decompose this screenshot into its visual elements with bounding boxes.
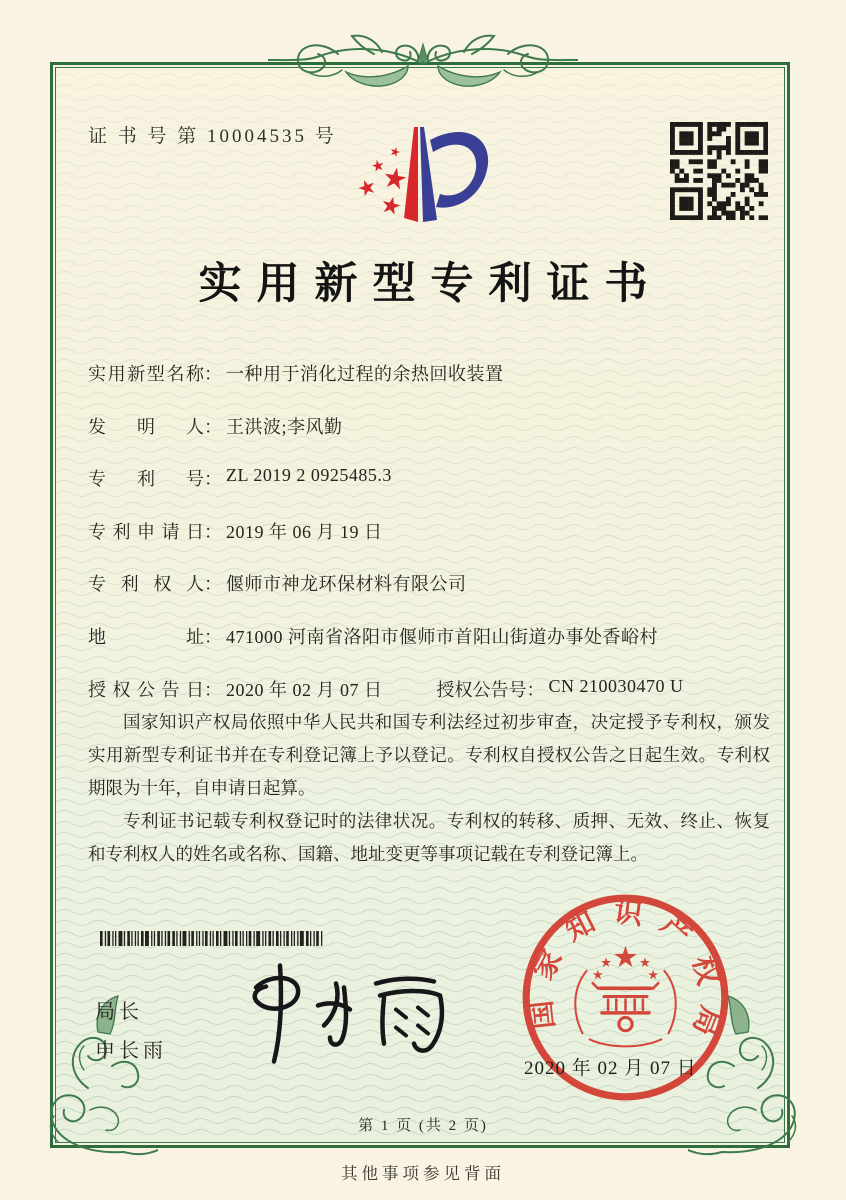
field-value-filing-date: 2019 年 06 月 19 日	[226, 521, 383, 542]
certificate-number: 证 书 号 第 10004535 号	[88, 126, 337, 147]
certificate-title: 实用新型专利证书	[198, 261, 663, 308]
field-colon: ：	[204, 469, 222, 490]
director-name: 申长雨	[95, 1040, 167, 1062]
qr-code	[670, 122, 768, 220]
field-value-grant-date: 2020 年 02 月 07 日	[226, 679, 383, 700]
field-colon: ：	[526, 679, 545, 700]
field-label: 实用新型名称	[88, 364, 204, 384]
field-value-grant-number: CN 210030470 U	[548, 675, 684, 696]
decree-paragraph-2: 专利证书记载专利权登记时的法律状况。专利权的转移、质押、无效、终止、恢复和专利权人的姓名或名称、国籍、地址变更等事项记载在专利登记簿上。	[88, 811, 770, 864]
field-label: 专 利 号	[88, 469, 204, 490]
field-colon: ：	[204, 626, 222, 647]
field-value-address: 471000 河南省洛阳市偃师市首阳山街道办事处香峪村	[226, 626, 658, 647]
field-row-address	[88, 623, 778, 676]
field-value-utility-model-name: 一种用于消化过程的余热回收装置	[226, 364, 504, 384]
top-scroll-ornament	[268, 18, 578, 96]
field-row-filing-date	[88, 518, 778, 571]
page-number: 第 1 页 (共 2 页)	[358, 1118, 488, 1134]
cnipa-logo	[348, 112, 498, 237]
field-row-patent-number	[88, 465, 778, 518]
barcode	[100, 931, 336, 946]
seal-date: 2020 年 02 月 07 日	[524, 1058, 697, 1079]
director-title: 局长	[95, 1001, 143, 1023]
field-value-inventor: 王洪波;李风勤	[226, 416, 343, 437]
field-value-patentee: 偃师市神龙环保材料有限公司	[226, 574, 467, 595]
director-signature	[218, 952, 468, 1070]
field-colon: ：	[204, 679, 222, 700]
field-label: 专 利 权 人	[88, 574, 204, 595]
field-colon: ：	[204, 416, 222, 437]
certificate-fields	[88, 360, 778, 728]
field-label: 发 明 人	[88, 416, 204, 437]
field-value-patent-number: ZL 2019 2 0925485.3	[226, 465, 392, 486]
decree-text	[88, 706, 770, 871]
field-label: 地 址	[88, 626, 204, 647]
field-pair-grant-number	[437, 676, 684, 702]
field-colon: ：	[204, 521, 222, 542]
field-row-patentee	[88, 570, 778, 623]
seal-ring-text: 国家知识产权局	[523, 895, 728, 1056]
national-emblem	[593, 946, 658, 979]
field-row-name	[88, 360, 778, 413]
field-colon: ：	[204, 364, 222, 384]
field-row-inventor	[88, 413, 778, 466]
field-label: 授权公告号	[436, 679, 527, 700]
field-label: 专利申请日	[88, 521, 204, 542]
decree-paragraph-1: 国家知识产权局依照中华人民共和国专利法经过初步审查，决定授予专利权，颁发实用新型专利证书并在专利登记簿上予以登记。专利权自授权公告之日起生效。专利权期限为十年，自申请日起算。	[88, 712, 770, 798]
field-label: 授权公告日	[88, 679, 204, 700]
field-colon: ：	[204, 574, 222, 595]
back-side-note: 其他事项参见背面	[341, 1164, 505, 1183]
